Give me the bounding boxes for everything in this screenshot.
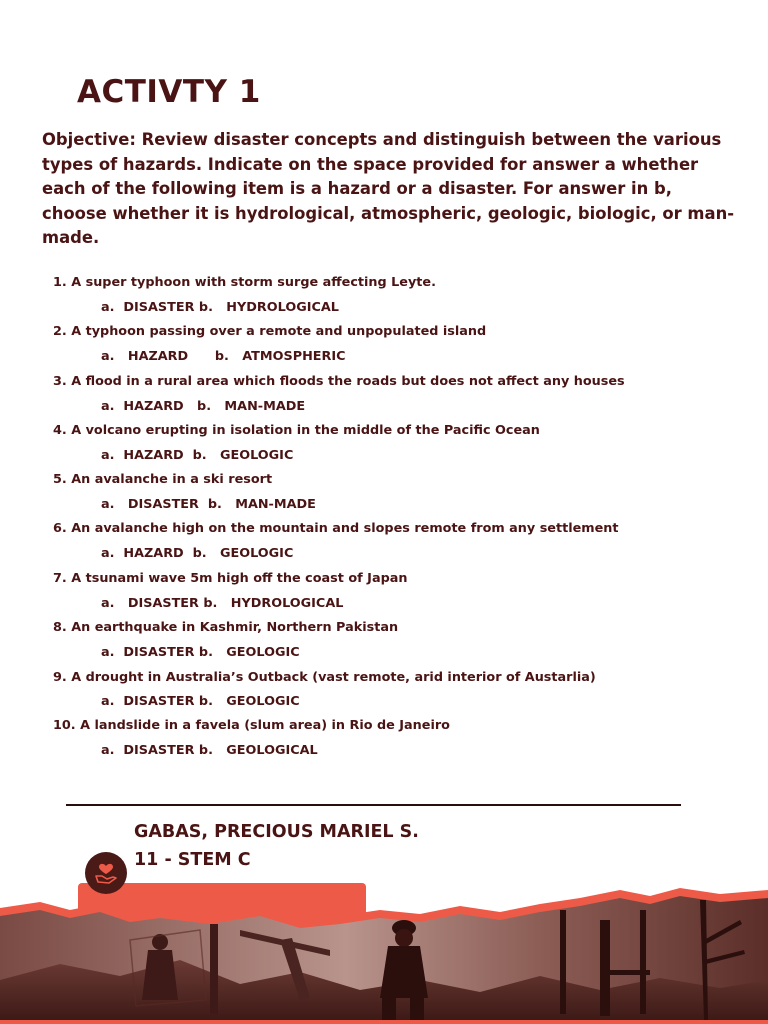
question-10: 10. A landslide in a favela (slum area) in Rio de Janeiro bbox=[53, 718, 450, 733]
question-6: 6. An avalanche high on the mountain and slopes remote from any settlement bbox=[53, 521, 619, 536]
disaster-photo bbox=[0, 880, 768, 1024]
answer-2: a. HAZARD b. ATMOSPHERIC bbox=[101, 349, 346, 364]
objective-text: Objective: Review disaster concepts and distinguish between the various types of hazards. Indicate on the space provided for answer a whether each of the following item is a hazard or a disaster. For answer in b, choose whether it is hydrological, atmospheric, geologic, biologic, or man-made. bbox=[42, 130, 735, 247]
answer-1: a. DISASTER b. HYDROLOGICAL bbox=[101, 300, 339, 315]
question-4: 4. A volcano erupting in isolation in the middle of the Pacific Ocean bbox=[53, 423, 540, 438]
answer-7: a. DISASTER b. HYDROLOGICAL bbox=[101, 596, 344, 611]
heart-in-hand-icon bbox=[85, 852, 127, 894]
question-3: 3. A flood in a rural area which floods the roads but does not affect any houses bbox=[53, 374, 625, 389]
answer-4: a. HAZARD b. GEOLOGIC bbox=[101, 448, 294, 463]
answer-10: a. DISASTER b. GEOLOGICAL bbox=[101, 743, 318, 758]
answer-5: a. DISASTER b. MAN-MADE bbox=[101, 497, 316, 512]
answer-3: a. HAZARD b. MAN-MADE bbox=[101, 399, 306, 414]
question-2: 2. A typhoon passing over a remote and unpopulated island bbox=[53, 324, 487, 339]
question-5: 5. An avalanche in a ski resort bbox=[53, 472, 273, 487]
question-7: 7. A tsunami wave 5m high off the coast of Japan bbox=[53, 571, 408, 586]
firefighter-photo-icon bbox=[0, 880, 768, 1024]
question-1: 1. A super typhoon with storm surge affecting Leyte. bbox=[53, 275, 436, 290]
answer-9: a. DISASTER b. GEOLOGIC bbox=[101, 694, 300, 709]
divider-line bbox=[66, 804, 681, 806]
question-8: 8. An earthquake in Kashmir, Northern Pakistan bbox=[53, 620, 399, 635]
answer-6: a. HAZARD b. GEOLOGIC bbox=[101, 546, 294, 561]
answer-8: a. DISASTER b. GEOLOGIC bbox=[101, 645, 300, 660]
student-section: 11 - STEM C bbox=[134, 850, 251, 870]
question-9: 9. A drought in Australia’s Outback (vast remote, arid interior of Austarlia) bbox=[53, 670, 596, 685]
page-title: ACTIVTY 1 bbox=[77, 74, 261, 110]
student-name: GABAS, PRECIOUS MARIEL S. bbox=[134, 822, 419, 842]
